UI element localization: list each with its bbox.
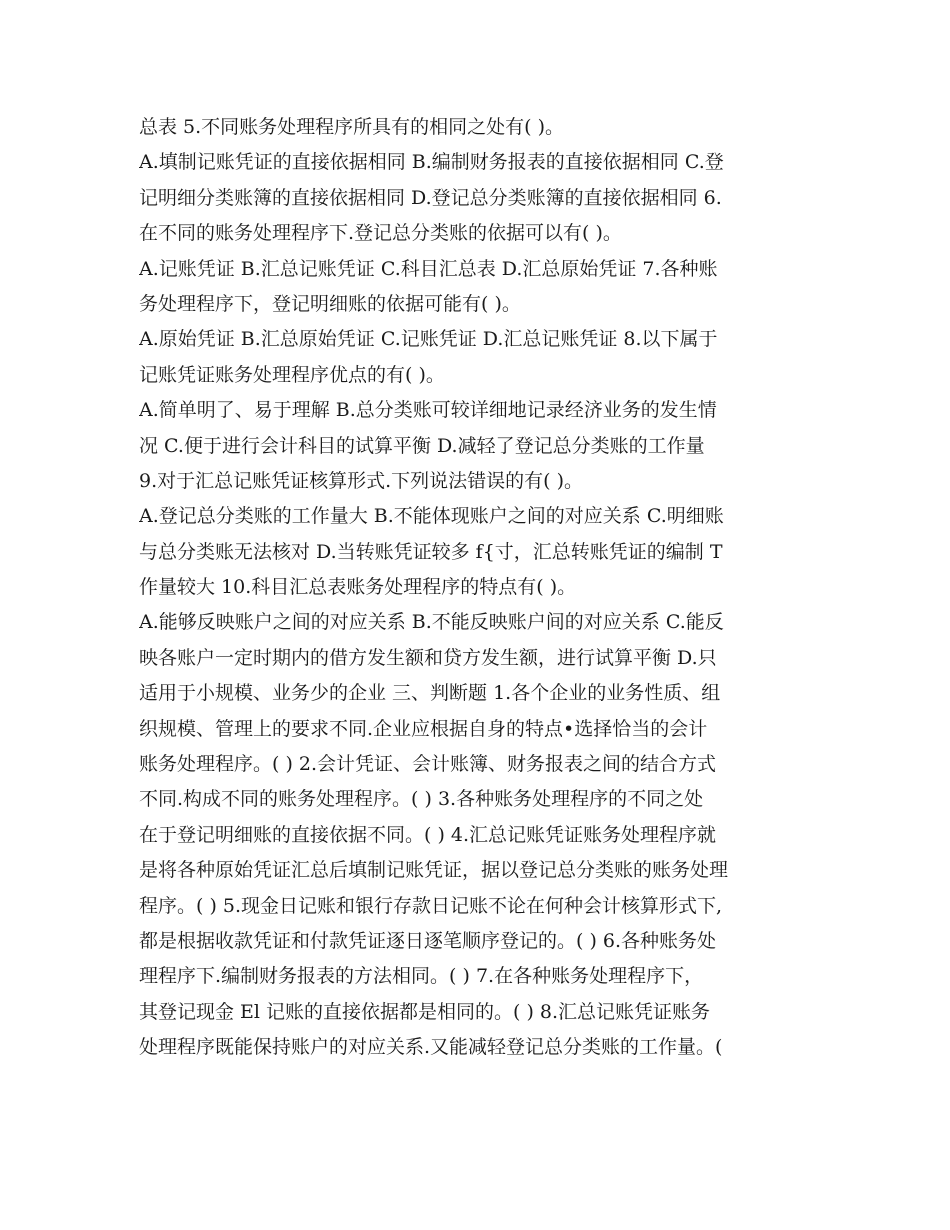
document-body	[139, 110, 819, 1066]
text-line: 在不同的账务处理程序下.登记总分类账的依据可以有( )。	[139, 222, 622, 245]
text-line: 与总分类账无法核对 D.当转账凭证较多 f{寸，汇总转账凭证的编制 T	[139, 540, 723, 563]
text-line: 理程序下.编制财务报表的方法相同。( ) 7.在各种账务处理程序下，	[139, 965, 704, 988]
text-line: 映各账户一定时期内的借方发生额和贷方发生额，进行试算平衡 D.只	[139, 646, 717, 669]
text-line: 不同.构成不同的账务处理程序。( ) 3.各种账务处理程序的不同之处	[139, 788, 704, 811]
text-line: 是将各种原始凭证汇总后填制记账凭证，据以登记总分类账的账务处理	[139, 859, 729, 882]
text-line: A.能够反映账户之间的对应关系 B.不能反映账户间的对应关系 C.能反	[139, 611, 724, 634]
text-line: 总表 5.不同账务处理程序所具有的相同之处有( )。	[139, 116, 565, 138]
text-line: 账务处理程序。( ) 2.会计凭证、会计账簿、财务报表之间的结合方式	[139, 753, 717, 776]
text-line: 织规模、管理上的要求不同.企业应根据自身的特点•选择恰当的会计	[139, 717, 708, 740]
text-line: A.登记总分类账的工作量大 B.不能体现账户之间的对应关系 C.明细账	[139, 505, 724, 528]
text-line: 9.对于汇总记账凭证核算形式.下列说法错误的有( )。	[139, 469, 584, 492]
text-line: 记账凭证账务处理程序优点的有( )。	[139, 363, 445, 386]
text-line: 处理程序既能保持账户的对应关系.又能减轻登记总分类账的工作量。(	[139, 1036, 723, 1059]
text-line: 都是根据收款凭证和付款凭证逐日逐笔顺序登记的。( ) 6.各种账务处	[139, 929, 717, 952]
text-line: A.简单明了、易于理解 B.总分类账可较详细地记录经济业务的发生情	[139, 399, 717, 422]
text-line: A.记账凭证 B.汇总记账凭证 C.科目汇总表 D.汇总原始凭证 7.各种账	[139, 257, 718, 280]
text-line: A.填制记账凭证的直接依据相同 B.编制财务报表的直接依据相同 C.登	[139, 151, 724, 174]
text-line: 其登记现金 El 记账的直接依据都是相同的。( ) 8.汇总记账凭证账务	[139, 1000, 711, 1023]
text-line: 况 C.便于进行会计科目的试算平衡 D.减轻了登记总分类账的工作量	[139, 434, 705, 457]
text-line: 在于登记明细账的直接依据不同。( ) 4.汇总记账凭证账务处理程序就	[139, 823, 717, 846]
text-line: A.原始凭证 B.汇总原始凭证 C.记账凭证 D.汇总记账凭证 8.以下属于	[139, 328, 718, 351]
text-line: 记明细分类账簿的直接依据相同 D.登记总分类账簿的直接依据相同 6.	[139, 186, 722, 209]
text-line: 程序。( ) 5.现金日记账和银行存款日记账不论在何种会计核算形式下,	[139, 894, 723, 917]
text-line: 务处理程序下，登记明细账的依据可能有( )。	[139, 292, 521, 315]
text-line: 适用于小规模、业务少的企业 三、判断题 1.各个企业的业务性质、组	[139, 682, 721, 705]
text-line: 作量较大 10.科目汇总表账务处理程序的特点有( )。	[139, 576, 577, 599]
